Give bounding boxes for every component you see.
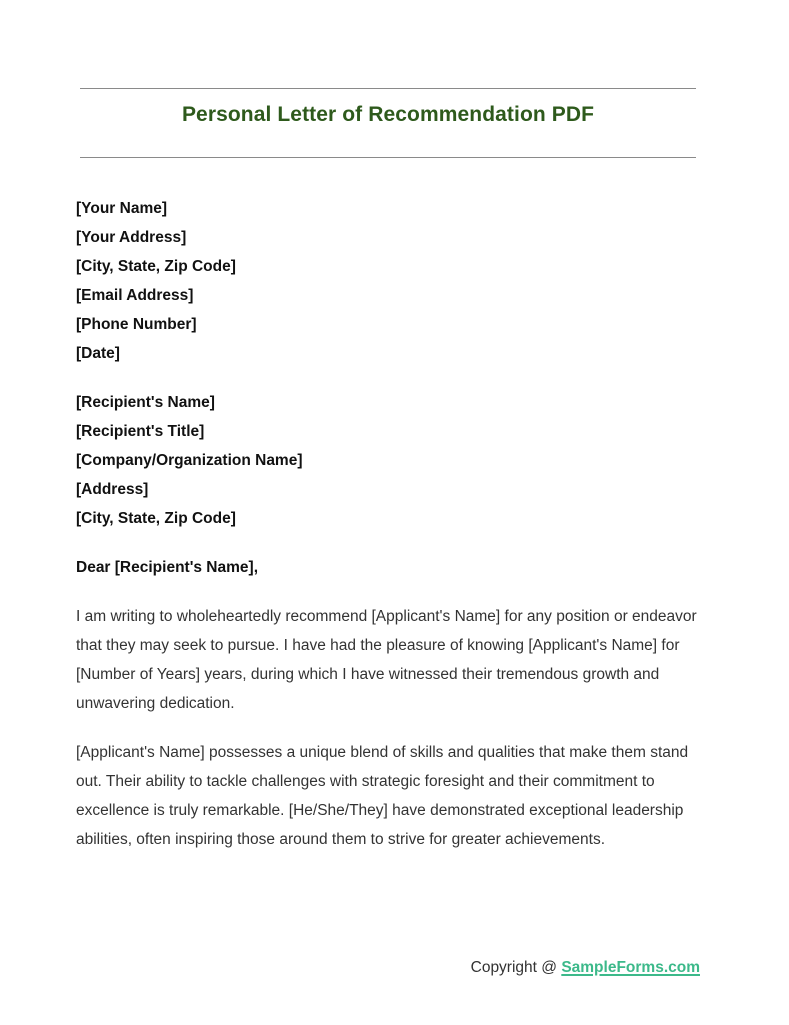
sender-email: [Email Address] <box>76 287 194 304</box>
salutation: Dear [Recipient's Name], <box>76 559 258 576</box>
top-divider <box>80 88 696 89</box>
recipient-block <box>76 388 706 533</box>
sender-phone: [Phone Number] <box>76 316 197 333</box>
recipient-address: [Address] <box>76 481 149 498</box>
sender-block <box>76 194 706 368</box>
sender-name: [Your Name] <box>76 200 168 217</box>
sampleforms-link[interactable]: SampleForms.com <box>561 959 700 976</box>
letter-date: [Date] <box>76 345 120 362</box>
body-paragraph-2: [Applicant's Name] possesses a unique blend of skills and qualities that make them stand out. Their ability to tackle challenges with strategic foresight and their commitment to excellence is truly remarkable. [He/She/They] have demonstrated exceptional leadership abilities, often inspiring those around them to strive for greater achievements. <box>76 744 689 848</box>
recipient-title: [Recipient's Title] <box>76 423 205 440</box>
recipient-city-state-zip: [City, State, Zip Code] <box>76 510 236 527</box>
body-paragraph-1: I am writing to wholeheartedly recommend [Applicant's Name] for any position or endeavor that they may seek to pursue. I have had the pleasure of knowing [Applicant's Name] for [Number of Years] years, during which I have witnessed their tremendous growth and unwavering dedication. <box>76 608 697 712</box>
copyright-text: Copyright @ <box>470 959 562 976</box>
recipient-organization: [Company/Organization Name] <box>76 452 303 469</box>
page-title: Personal Letter of Recommendation PDF <box>181 103 595 126</box>
sender-city-state-zip: [City, State, Zip Code] <box>76 258 236 275</box>
letter-body <box>76 194 706 870</box>
sender-address: [Your Address] <box>76 229 187 246</box>
copyright-footer <box>471 956 700 980</box>
title-divider <box>80 157 696 158</box>
recipient-name: [Recipient's Name] <box>76 394 215 411</box>
